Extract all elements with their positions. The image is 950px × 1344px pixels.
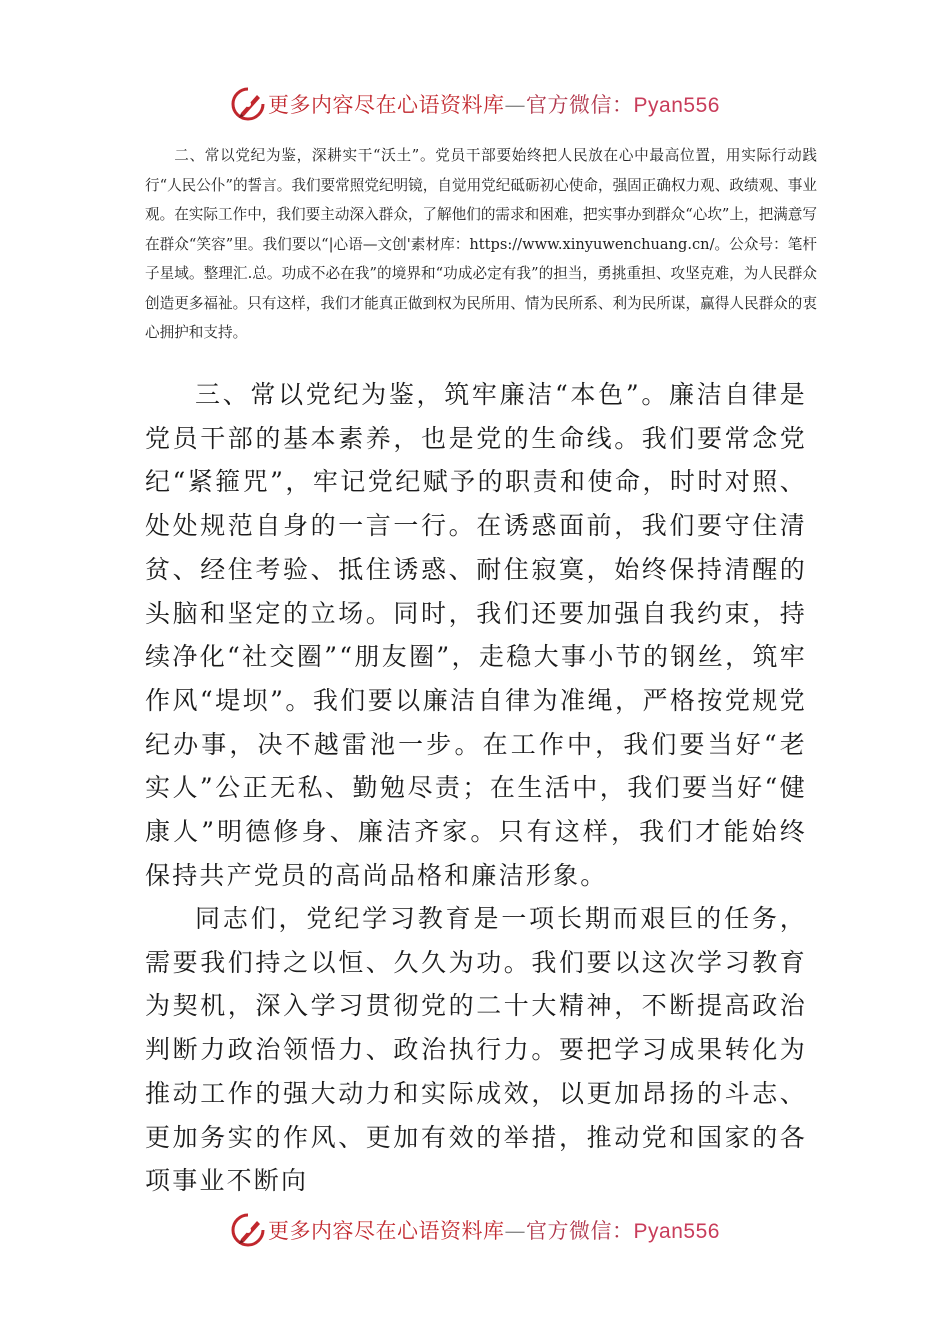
paragraph-2: 二、常以党纪为鉴，深耕实干“沃土”。党员干部要始终把人民放在心中最高位置，用实际行动践行“人民公仆”的誓言。我们要常照党纪明镜，自觉用党纪砥砺初心使命，强固正确权力观、政绩观、事业观。在实际工作中，我们要主动深入群众，了解他们的需求和困难，把实事办到群众“心坎”上，把满意写在群众“笑容”里。我们要以“|心语—文创'素材库：https://www.xinyuwenchuang.cn/。公众号：笔杆子星域。整理汇.总。功成不必在我”的境界和“功成必定有我”的担当，勇挑重担、攻坚克难，为人民群众创造更多福祉。只有这样，我们才能真正做到权为民所用、情为民所系、利为民所谋，赢得人民群众的衷心拥护和支持。 (145, 147, 817, 341)
pen-circle-logo-icon (230, 86, 266, 122)
wechat-id: Pyan556 (633, 1220, 720, 1243)
banner-dash: — (504, 1219, 527, 1243)
footer-banner (0, 1210, 950, 1250)
banner-dash: — (504, 93, 527, 117)
wechat-label: 官方微信： (526, 93, 634, 117)
banner-text (268, 1215, 720, 1245)
wechat-id: Pyan556 (633, 94, 720, 117)
pen-circle-logo-icon (230, 1212, 266, 1248)
header-banner (0, 84, 950, 124)
banner-text (268, 89, 720, 119)
banner-title: 更多内容尽在心语资料库 (268, 1219, 505, 1243)
wechat-label: 官方微信： (526, 1219, 634, 1243)
banner-title: 更多内容尽在心语资料库 (268, 93, 505, 117)
paragraph-4: 同志们，党纪学习教育是一项长期而艰巨的任务，需要我们持之以恒、久久为功。我们要以这次学习教育为契机，深入学习贯彻党的二十大精神，不断提高政治判断力政治领悟力、政治执行力。要把学习成果转化为推动工作的强大动力和实际成效，以更加昂扬的斗志、更加务实的作风、更加有效的举措，推动党和国家的各项事业不断向 (145, 904, 807, 1196)
paragraph-3: 三、常以党纪为鉴，筑牢廉洁“本色”。廉洁自律是党员干部的基本素养，也是党的生命线。我们要常念党纪“紧箍咒”，牢记党纪赋予的职责和使命，时时对照、处处规范自身的一言一行。在诱惑面前，我们要守住清贫、经住考验、抵住诱惑、耐住寂寞，始终保持清醒的头脑和坚定的立场。同时，我们还要加强自我约束，持续净化“社交圈”“朋友圈”，走稳大事小节的钢丝，筑牢作风“堤坝”。我们要以廉洁自律为准绳，严格按党规党纪办事，决不越雷池一步。在工作中，我们要当好“老实人”公正无私、勤勉尽责；在生活中，我们要当好“健康人”明德修身、廉洁齐家。只有这样，我们才能始终保持共产党员的高尚品格和廉洁形象。 (145, 380, 807, 890)
